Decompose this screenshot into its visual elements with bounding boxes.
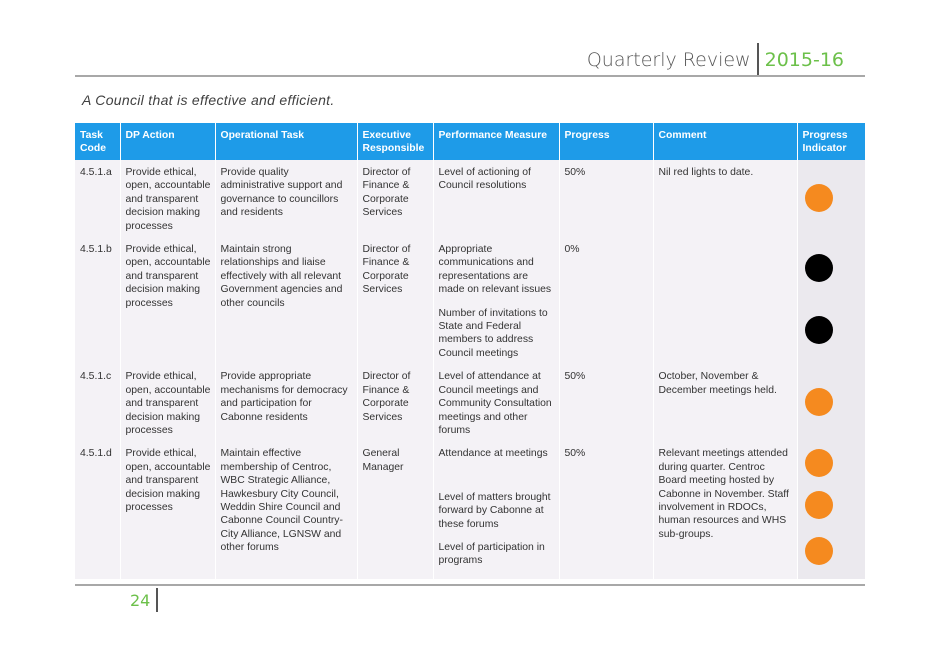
progress-indicator bbox=[797, 441, 865, 579]
report-year: 2015-16 bbox=[764, 49, 844, 71]
executive-responsible: Director of Finance & Corporate Services bbox=[357, 160, 433, 237]
review-table bbox=[75, 123, 865, 579]
page-number: 24 bbox=[130, 590, 151, 610]
report-title: Quarterly Review bbox=[586, 49, 751, 71]
measure-item: Level of participation in programs bbox=[438, 541, 545, 567]
section-subtitle: A Council that is effective and efficient. bbox=[82, 92, 335, 108]
header-rule bbox=[75, 75, 865, 77]
footer-rule bbox=[75, 584, 865, 586]
orange-indicator-icon bbox=[805, 449, 833, 477]
measure-item: Level of actioning of Council resolutions bbox=[438, 167, 531, 192]
performance-measure bbox=[433, 160, 559, 237]
comment: October, November & December meetings held. bbox=[653, 364, 797, 441]
progress-indicator bbox=[797, 160, 865, 237]
column-header: Task Code bbox=[75, 123, 120, 160]
task-code: 4.5.1.a bbox=[75, 160, 120, 237]
black-indicator-icon bbox=[805, 254, 833, 282]
table-row bbox=[75, 160, 865, 237]
dp-action: Provide ethical, open, accountable and transparent decision making processes bbox=[120, 441, 215, 579]
dp-action: Provide ethical, open, accountable and transparent decision making processes bbox=[120, 237, 215, 364]
executive-responsible: Director of Finance & Corporate Services bbox=[357, 364, 433, 441]
progress-value: 0% bbox=[559, 237, 653, 364]
orange-indicator-icon bbox=[805, 491, 833, 519]
executive-responsible: General Manager bbox=[357, 441, 433, 579]
table-header-row bbox=[75, 123, 865, 160]
table-row bbox=[75, 441, 865, 579]
operational-task: Maintain strong relationships and liaise effectively with all relevant Government agencies and other councils bbox=[215, 237, 357, 364]
comment: Relevant meetings attended during quarter. Centroc Board meeting hosted by Cabonne in November. Staff involvement in RDOCs, human resources and WHS sub-groups. bbox=[653, 441, 797, 579]
task-code: 4.5.1.b bbox=[75, 237, 120, 364]
performance-measure bbox=[433, 364, 559, 441]
column-header: DP Action bbox=[120, 123, 215, 160]
performance-measure bbox=[433, 441, 559, 579]
column-header: Performance Measure bbox=[433, 123, 559, 160]
page-footer bbox=[130, 588, 158, 612]
progress-value: 50% bbox=[559, 160, 653, 237]
review-table-container bbox=[75, 123, 865, 579]
header-divider bbox=[757, 43, 759, 77]
measure-item: Level of attendance at Council meetings and Community Consultation meetings and other forums bbox=[438, 371, 552, 436]
table-row bbox=[75, 237, 865, 364]
task-code: 4.5.1.d bbox=[75, 441, 120, 579]
progress-value: 50% bbox=[559, 364, 653, 441]
orange-indicator-icon bbox=[805, 537, 833, 565]
page-header bbox=[587, 44, 844, 76]
measure-item: Number of invitations to State and Federal members to address Council meetings bbox=[438, 307, 548, 359]
task-code: 4.5.1.c bbox=[75, 364, 120, 441]
measure-item: Level of matters brought forward by Cabonne at these forums bbox=[438, 491, 551, 530]
column-header: Executive Responsible bbox=[357, 123, 433, 160]
footer-divider bbox=[156, 588, 158, 612]
progress-indicator bbox=[797, 364, 865, 441]
column-header: Comment bbox=[653, 123, 797, 160]
measure-item: Attendance at meetings bbox=[438, 448, 548, 460]
executive-responsible: Director of Finance & Corporate Services bbox=[357, 237, 433, 364]
operational-task: Provide appropriate mechanisms for democracy and participation for Cabonne residents bbox=[215, 364, 357, 441]
column-header: Operational Task bbox=[215, 123, 357, 160]
operational-task: Maintain effective membership of Centroc, WBC Strategic Alliance, Hawkesbury City Council, Weddin Shire Council and Cabonne Council Country-City Alliance, LGNSW and other forums bbox=[215, 441, 357, 579]
operational-task: Provide quality administrative support and governance to councillors and residents bbox=[215, 160, 357, 237]
black-indicator-icon bbox=[805, 316, 833, 344]
comment: Nil red lights to date. bbox=[653, 160, 797, 237]
measure-item: Appropriate communications and representations are made on relevant issues bbox=[438, 244, 552, 296]
column-header: Progress Indicator bbox=[797, 123, 865, 160]
dp-action: Provide ethical, open, accountable and transparent decision making processes bbox=[120, 160, 215, 237]
progress-value: 50% bbox=[559, 441, 653, 579]
table-row bbox=[75, 364, 865, 441]
performance-measure bbox=[433, 237, 559, 364]
comment bbox=[653, 237, 797, 364]
column-header: Progress bbox=[559, 123, 653, 160]
dp-action: Provide ethical, open, accountable and transparent decision making processes bbox=[120, 364, 215, 441]
progress-indicator bbox=[797, 237, 865, 364]
orange-indicator-icon bbox=[805, 184, 833, 212]
orange-indicator-icon bbox=[805, 388, 833, 416]
